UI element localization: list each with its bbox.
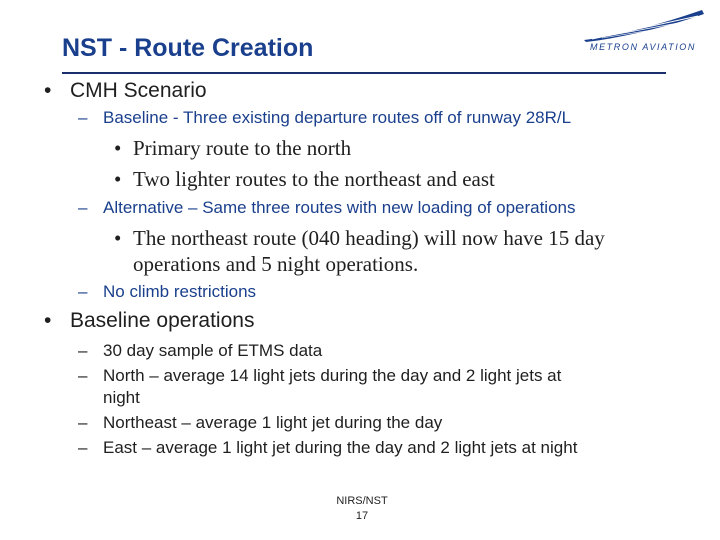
bullet-primary-route: Primary route to the north	[133, 136, 352, 160]
dash-marker: –	[78, 413, 88, 432]
dash-marker: –	[78, 108, 88, 127]
dash-marker: –	[78, 282, 88, 301]
dash-marker: –	[78, 366, 88, 385]
bullet-east-average: East – average 1 light jet during the day and 2 light jets at night	[103, 438, 578, 457]
metron-aviation-logo	[578, 8, 708, 60]
dash-marker: –	[78, 341, 88, 360]
bullet-no-climb: No climb restrictions	[103, 282, 257, 301]
logo-text: METRON AVIATION	[589, 42, 696, 52]
page-number: 17	[355, 510, 369, 522]
bullet-marker: •	[114, 226, 122, 250]
bullet-sample: 30 day sample of ETMS data	[103, 341, 323, 360]
bullet-marker: •	[44, 309, 52, 332]
bullet-marker: •	[114, 167, 122, 191]
bullet-marker: •	[44, 79, 52, 102]
bullet-northeast-route-line2: operations and 5 night operations.	[133, 252, 419, 276]
logo-swoosh-icon	[578, 8, 708, 42]
bullet-northeast-route-line1: The northeast route (040 heading) will now have 15 day	[133, 226, 605, 250]
bullet-cmh-scenario: CMH Scenario	[70, 79, 207, 102]
bullet-baseline: Baseline - Three existing departure routes off of runway 28R/L	[103, 108, 572, 127]
bullet-north-line1: North – average 14 light jets during the day and 2 light jets at	[103, 366, 562, 385]
dash-marker: –	[78, 198, 88, 217]
dash-marker: –	[78, 438, 88, 457]
slide-footer	[320, 494, 404, 524]
footer-label: NIRS/NST	[336, 495, 388, 507]
bullet-lighter-routes: Two lighter routes to the northeast and east	[133, 167, 495, 191]
title-divider	[62, 72, 666, 74]
bullet-baseline-operations: Baseline operations	[70, 309, 255, 332]
bullet-alternative: Alternative – Same three routes with new loading of operations	[103, 198, 576, 217]
bullet-marker: •	[114, 136, 122, 160]
slide-title: NST - Route Creation	[62, 34, 314, 62]
bullet-north-line2: night	[103, 388, 140, 407]
bullet-northeast-average: Northeast – average 1 light jet during the day	[103, 413, 443, 432]
